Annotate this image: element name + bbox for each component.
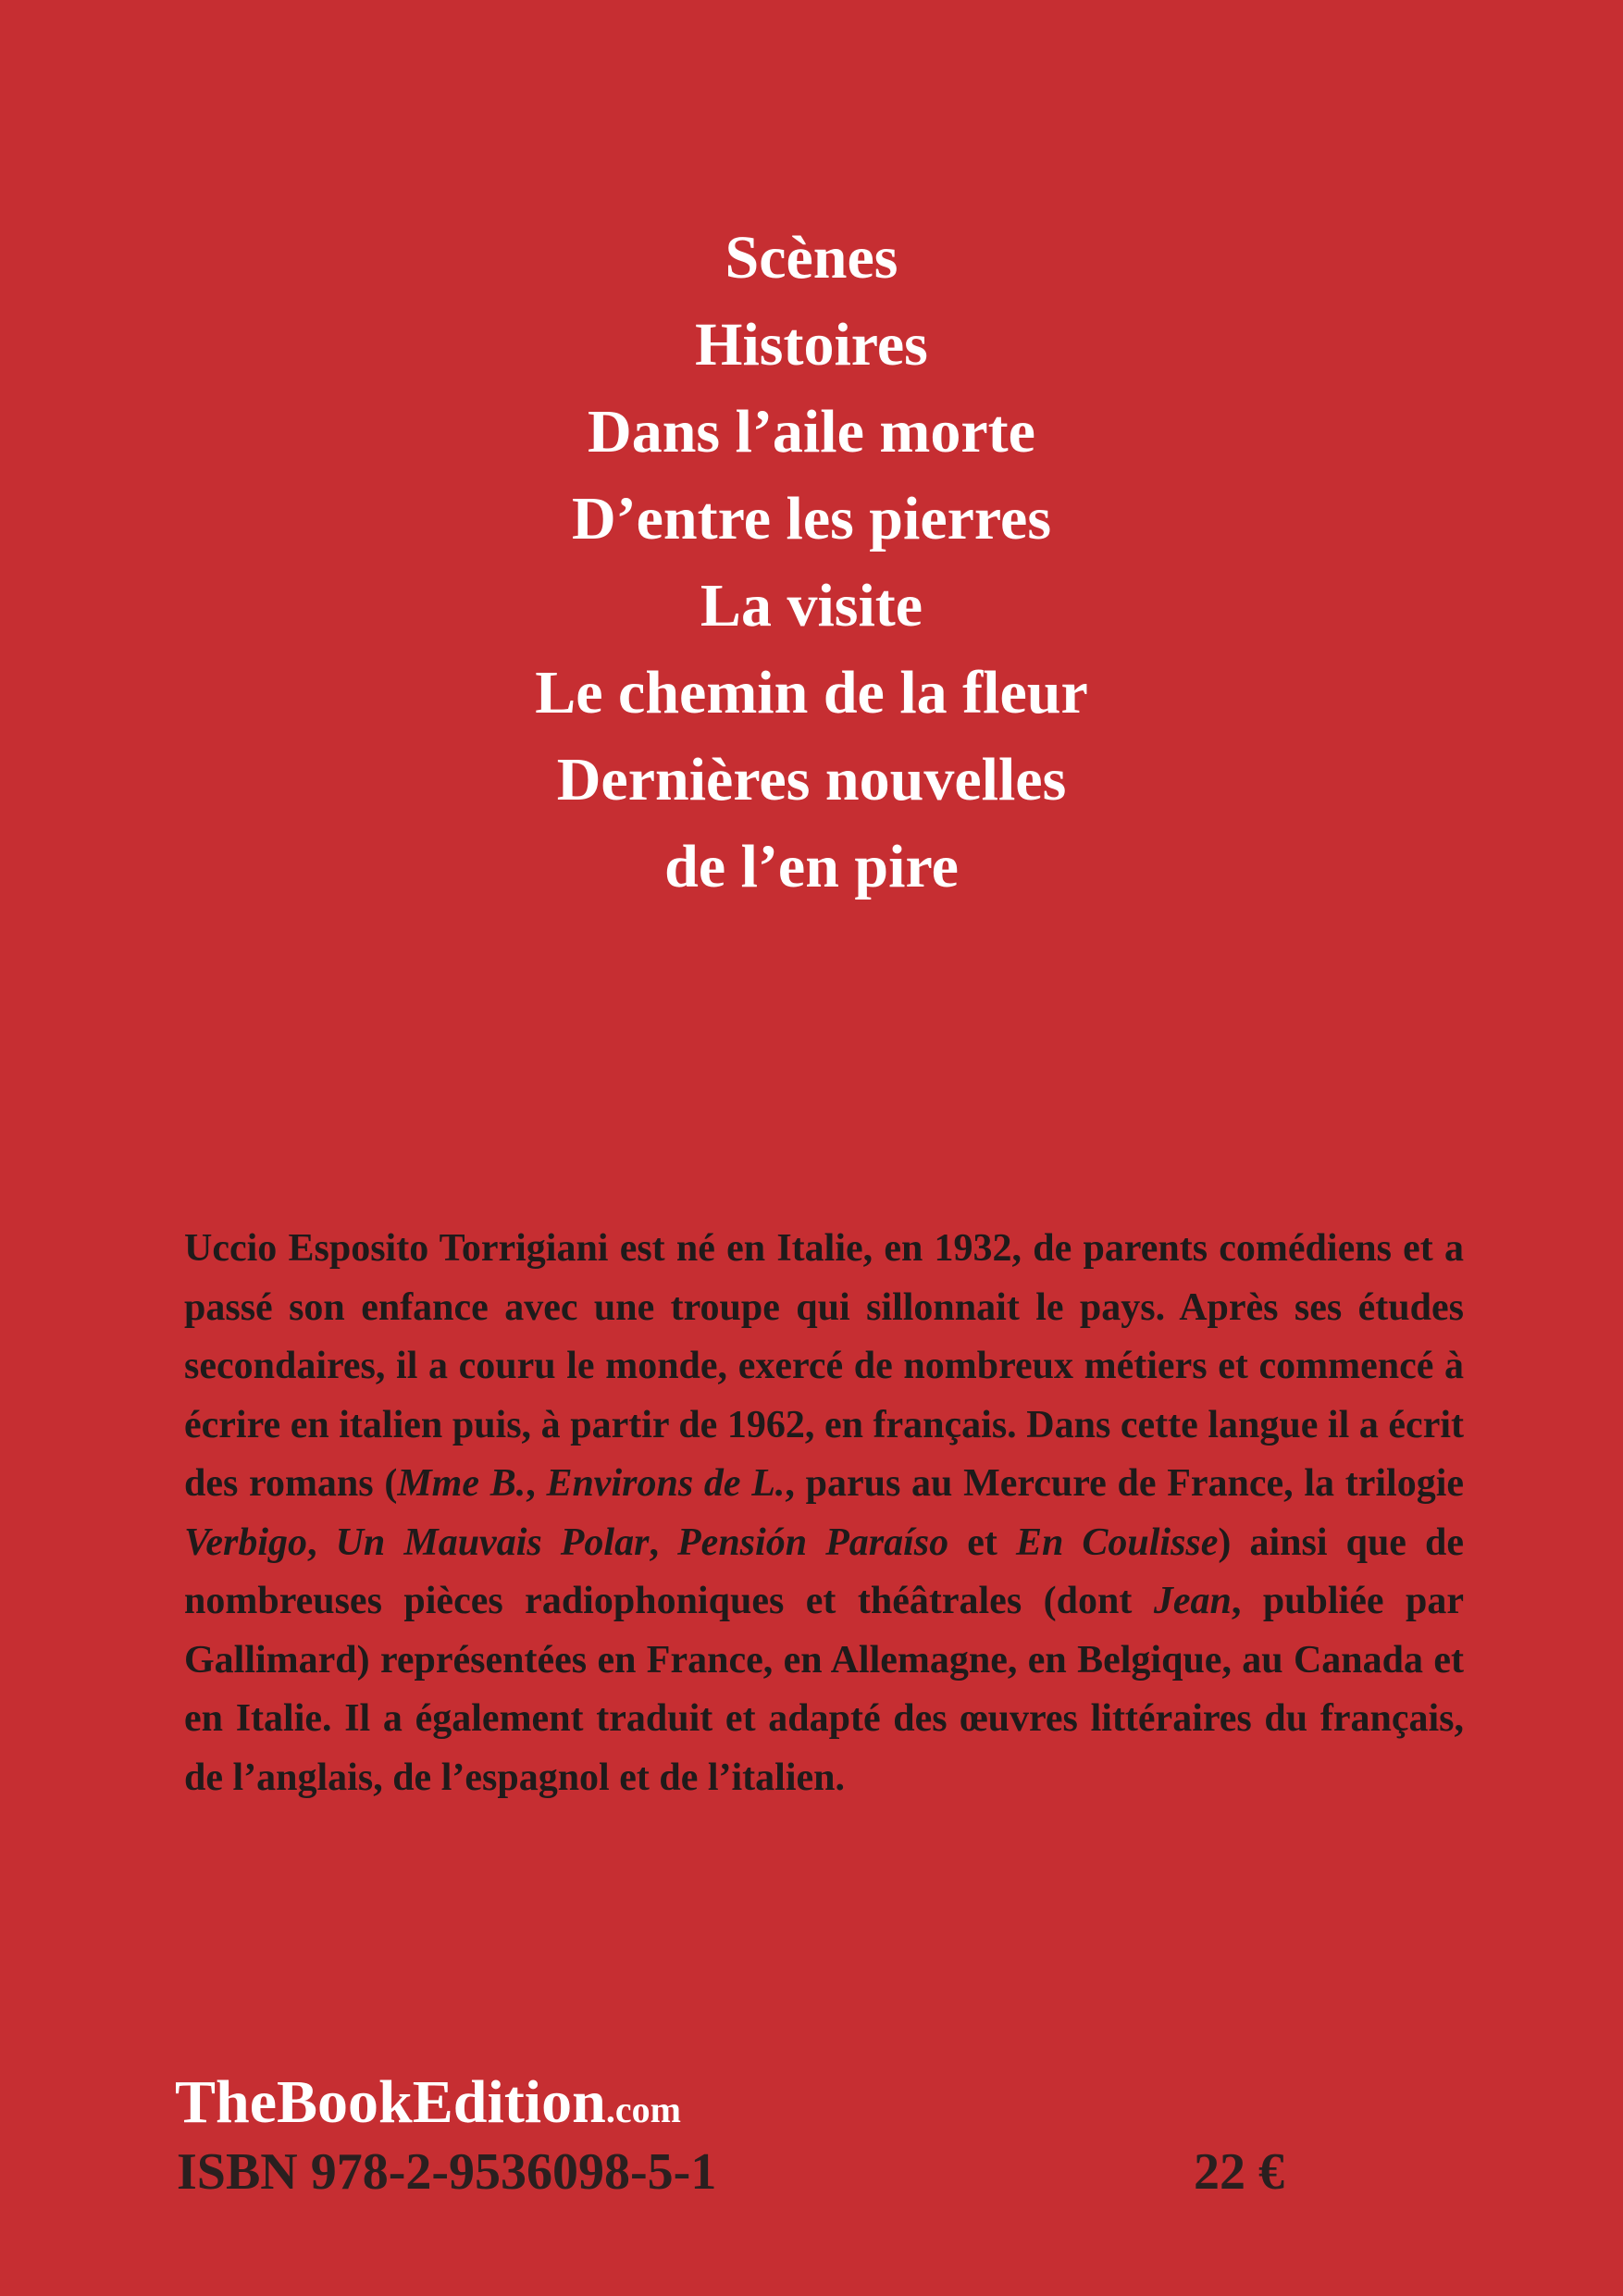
price-label: 22 €	[1194, 2143, 1284, 2201]
book-title-mme-b: Mme B.	[397, 1462, 527, 1505]
bio-text: ,	[526, 1462, 547, 1505]
title-item: La visite	[700, 572, 923, 639]
bio-text: Uccio Esposito Torrigiani est né en Italie, en 1932, de parents comédiens et a passé son enfance avec une troupe qui sillonnait le pays. Après ses études secondaires, il a couru le monde, exercé de nombreux métiers et commencé à écrire en italien puis, à partir de 1962, en français. Dans cette langue il a écrit des romans (	[184, 1227, 1464, 1505]
title-item: Dans l’aile morte	[588, 398, 1035, 465]
bio-text: ,	[649, 1520, 678, 1564]
book-title-environs: Environs de L.	[546, 1462, 786, 1505]
play-title-jean: Jean	[1153, 1580, 1232, 1622]
publisher-name	[175, 2066, 681, 2147]
title-item: Dernières nouvelles	[556, 746, 1067, 813]
title-item: Histoires	[695, 311, 928, 379]
bio-text: et	[948, 1520, 1016, 1564]
publisher-domain: .com	[605, 2089, 681, 2130]
title-item: de l’en pire	[664, 833, 959, 900]
bio-text: , publiée par Gallimard) représentées en France, en Allemagne, en Belgique, au Canada et en Italie. Il a également traduit et adapté des œuvres littéraires du français, de l’anglais, de l’espagnol et de l’italien.	[184, 1580, 1464, 1799]
title-item: D’entre les pierres	[571, 485, 1052, 552]
bio-text: ) ainsi que de nombreuses pièces radiophoniques et théâtrales (dont	[184, 1520, 1465, 1622]
book-title-en-coulisse: En Coulisse	[1015, 1520, 1219, 1564]
title-list	[0, 215, 1623, 911]
bio-text: , parus au Mercure de France, la trilogie	[785, 1462, 1465, 1505]
book-title-mauvais-polar: Un Mauvais Polar	[335, 1520, 650, 1564]
author-biography	[184, 1220, 1464, 1807]
isbn-number: ISBN 978-2-9536098-5-1	[177, 2143, 717, 2201]
title-item: Scènes	[725, 224, 898, 292]
bio-text: ,	[307, 1520, 336, 1564]
book-title-verbigo: Verbigo	[184, 1520, 308, 1564]
book-title-pension-paraiso: Pensión Paraíso	[677, 1520, 949, 1564]
title-item: Le chemin de la fleur	[535, 659, 1088, 726]
publisher-brand: TheBookEdition	[175, 2068, 606, 2136]
